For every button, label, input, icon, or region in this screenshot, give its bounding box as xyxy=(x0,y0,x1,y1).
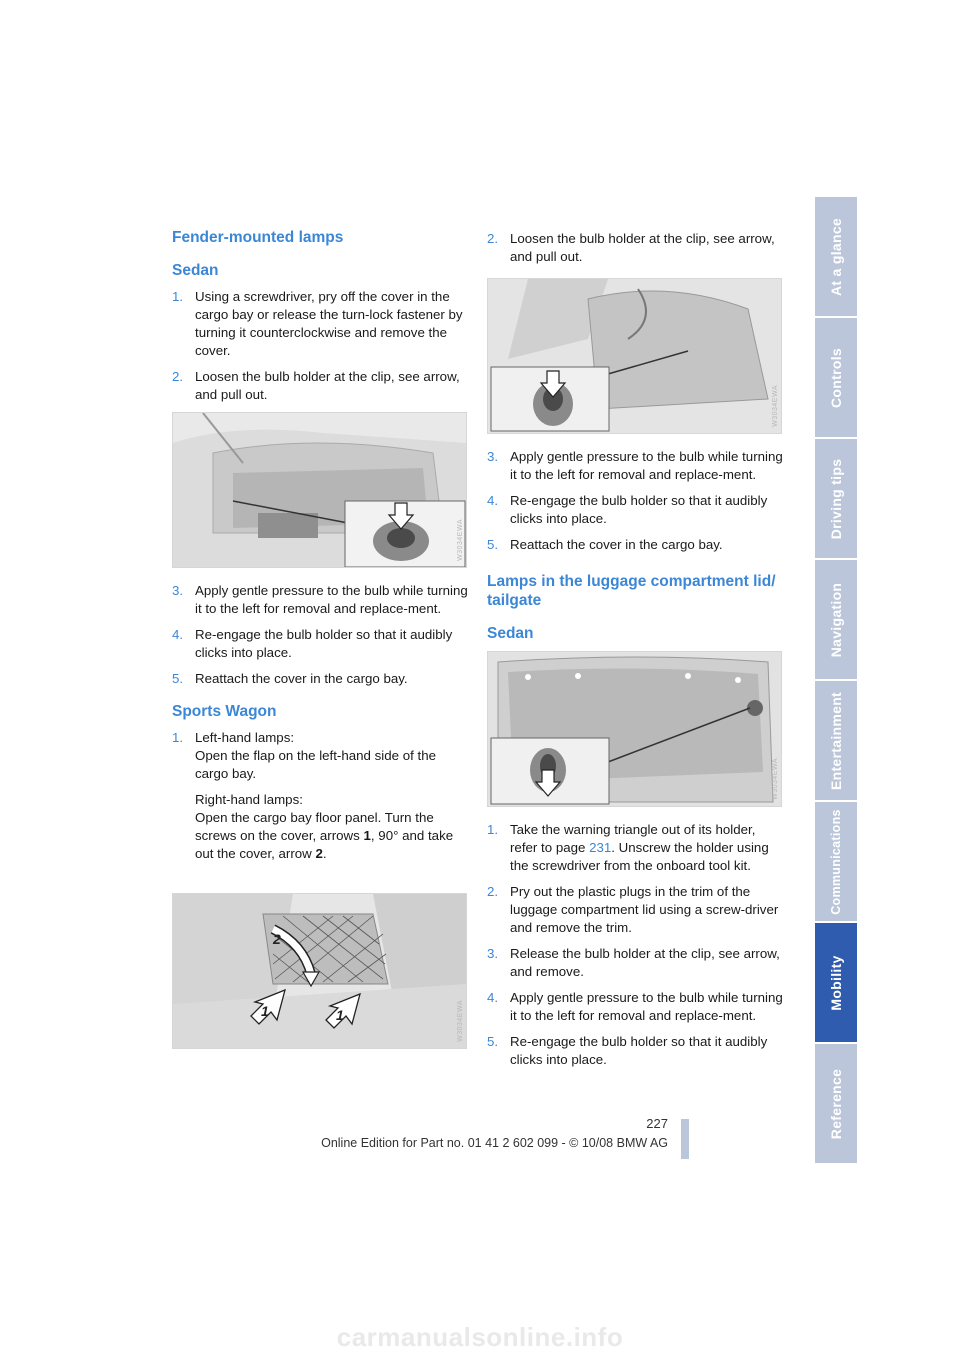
step-text: Re-engage the bulb holder so that it audibly clicks into place. xyxy=(510,493,768,526)
subheading-sedan: Sedan xyxy=(487,625,534,642)
footer-text: Online Edition for Part no. 01 41 2 602 099 - © 10/08 BMW AG xyxy=(321,1136,668,1150)
step-item xyxy=(172,626,468,662)
step-number: 4. xyxy=(487,990,499,1005)
step-number: 2. xyxy=(487,884,499,899)
step-item xyxy=(487,821,783,875)
step-text-line: Take the warning triangle out of its holder, refer to page xyxy=(510,822,756,855)
page-number: 227 xyxy=(646,1116,668,1131)
step-text: Re-engage the bulb holder so that it audibly clicks into place. xyxy=(195,627,453,660)
step-text-line: Open the flap on the left-hand side of the cargo bay. xyxy=(195,748,436,781)
step-text xyxy=(195,729,468,863)
step-number: 1. xyxy=(172,730,184,745)
tab-label: Controls xyxy=(828,347,844,408)
step-item xyxy=(172,670,468,688)
subheading-sedan: Sedan xyxy=(172,262,219,279)
tab-label: Mobility xyxy=(828,954,844,1011)
step-item xyxy=(172,729,468,863)
step-text-line: Open the cargo bay floor panel. Turn the screws on the cover, arrows xyxy=(195,810,434,843)
step-text: Apply gentle pressure to the bulb while turning it to the left for removal and replace-ment. xyxy=(195,583,468,616)
step-text-line: . Unscrew the holder using the screwdriver from the onboard tool kit. xyxy=(510,840,769,873)
figure-label: 1 xyxy=(261,1003,269,1019)
step-item xyxy=(487,945,783,981)
step-number: 5. xyxy=(172,671,184,686)
step-text: Re-engage the bulb holder so that it audibly clicks into place. xyxy=(510,1034,768,1067)
tab-communications[interactable] xyxy=(815,802,857,923)
figure-wagon-cargo-floor xyxy=(172,893,467,1049)
figure-sedan-fender-lamp xyxy=(172,412,467,568)
tab-label: Communications xyxy=(829,808,843,915)
page-marker-bar xyxy=(681,1119,689,1159)
step-item xyxy=(487,1033,783,1069)
step-number: 1. xyxy=(172,289,184,304)
step-text: Reattach the cover in the cargo bay. xyxy=(510,537,723,552)
subheading-sports-wagon: Sports Wagon xyxy=(172,703,277,720)
step-text-line: Right-hand lamps: xyxy=(195,792,303,807)
step-number: 5. xyxy=(487,537,499,552)
step-item xyxy=(487,536,783,554)
step-text-line: , 90° and take out the cover, arrow xyxy=(195,828,454,861)
page-link-231[interactable]: 231 xyxy=(589,840,612,855)
tab-label: Entertainment xyxy=(828,691,844,790)
figure-label: 2 xyxy=(273,931,281,947)
tab-label: Reference xyxy=(828,1068,844,1139)
tab-at-a-glance[interactable] xyxy=(815,197,857,318)
step-text: Pry out the plastic plugs in the trim of the luggage compartment lid using a screw-driver and remove the trim. xyxy=(510,884,779,935)
step-item xyxy=(172,582,468,618)
step-number: 3. xyxy=(172,583,184,598)
figure-label: 1 xyxy=(336,1007,344,1023)
figure-trunk-lid-lamp xyxy=(487,651,782,807)
step-text: Reattach the cover in the cargo bay. xyxy=(195,671,408,686)
step-item xyxy=(487,883,783,937)
step-number: 5. xyxy=(487,1034,499,1049)
step-number: 3. xyxy=(487,946,499,961)
tab-label: At a glance xyxy=(828,217,844,296)
left-column xyxy=(172,228,468,1063)
step-text xyxy=(510,821,783,875)
step-number: 3. xyxy=(487,449,499,464)
step-text: Loosen the bulb holder at the clip, see arrow, and pull out. xyxy=(195,369,460,402)
right-column xyxy=(487,230,783,1077)
step-item xyxy=(172,368,468,404)
arrow-ref: 1 xyxy=(363,828,371,843)
step-item xyxy=(172,288,468,360)
step-number: 4. xyxy=(172,627,184,642)
step-text-line: Left-hand lamps: xyxy=(195,730,295,745)
chapter-tabs xyxy=(815,197,857,1165)
watermark: carmanualsonline.info xyxy=(336,1322,624,1352)
step-text: Loosen the bulb holder at the clip, see arrow, and pull out. xyxy=(510,231,775,264)
figure-wagon-fender-lamp xyxy=(487,278,782,434)
tab-navigation[interactable] xyxy=(815,560,857,681)
tab-label: Driving tips xyxy=(828,458,844,539)
step-number: 2. xyxy=(487,231,499,246)
tab-mobility[interactable] xyxy=(815,923,857,1044)
tab-reference[interactable] xyxy=(815,1044,857,1165)
step-text: Release the bulb holder at the clip, see arrow, and remove. xyxy=(510,946,780,979)
figure-code: W3034EWA xyxy=(457,1000,464,1042)
arrow-ref: 2 xyxy=(315,846,323,861)
tab-controls[interactable] xyxy=(815,318,857,439)
section-heading-fender-lamps: Fender-mounted lamps xyxy=(172,229,344,246)
step-number: 1. xyxy=(487,822,499,837)
step-number: 4. xyxy=(487,493,499,508)
step-number: 2. xyxy=(172,369,184,384)
figure-code: W3034EWA xyxy=(457,519,464,561)
step-item xyxy=(487,989,783,1025)
figure-code: W3034EWA xyxy=(772,385,779,427)
step-item xyxy=(487,492,783,528)
step-item xyxy=(487,448,783,484)
step-text: Apply gentle pressure to the bulb while turning it to the left for removal and replace-ment. xyxy=(510,990,783,1023)
tab-label: Navigation xyxy=(828,582,844,657)
figure-code: W3034EWA xyxy=(772,758,779,800)
step-text: Apply gentle pressure to the bulb while turning it to the left for removal and replace-ment. xyxy=(510,449,783,482)
tab-entertainment[interactable] xyxy=(815,681,857,802)
step-text: Using a screwdriver, pry off the cover in the cargo bay or release the turn-lock fastener by turning it counterclockwise and remove the cover. xyxy=(195,289,463,358)
step-text-line: . xyxy=(322,846,327,861)
step-item xyxy=(487,230,783,266)
section-heading-lid-lamps: Lamps in the luggage compartment lid/ tailgate xyxy=(487,573,776,609)
tab-driving-tips[interactable] xyxy=(815,439,857,560)
